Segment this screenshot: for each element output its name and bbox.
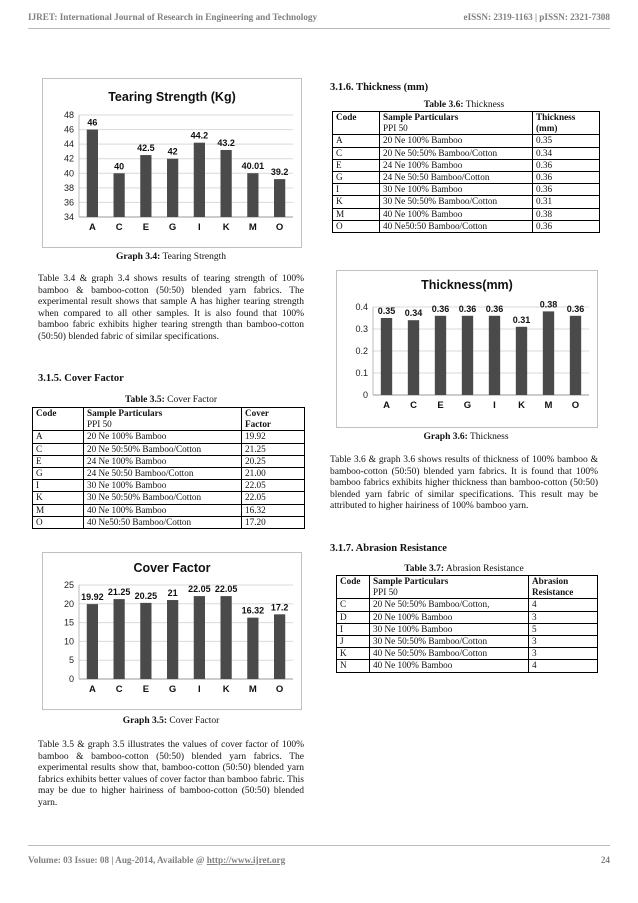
cell-value: 22.05: [242, 492, 305, 504]
data-label: 22.05: [214, 584, 238, 595]
table-abrasion-resistance: [336, 575, 598, 673]
x-tick-label: O: [275, 684, 284, 695]
x-tick-label: O: [275, 222, 284, 233]
cell-value: 0.36: [533, 159, 600, 171]
paragraph-tearing-strength: Table 3.4 & graph 3.4 shows results of tearing strength of 100% bamboo & bamboo-cotton (50:50) blended yarn fabrics. The experimental result shows that sample A has higher tearing strength when compared to all other samples. It is also found that 100% bamboo fabric exhibits higher tearing strength than bamboo-cotton (50:50) blended fabric of similar specifications.: [38, 274, 304, 342]
cell-value: 20.25: [242, 455, 305, 467]
header-rule: [28, 28, 610, 29]
table-header-row: [333, 112, 600, 135]
cell-sample: 40 Ne50:50 Bamboo/Cotton: [84, 516, 242, 528]
cell-code: A: [333, 135, 380, 147]
data-label: 40: [114, 161, 125, 172]
chart-thickness: [336, 270, 598, 428]
data-label: 0.36: [485, 303, 504, 314]
table-row: [333, 147, 600, 159]
table-row: [33, 516, 305, 528]
data-label: 40.01: [241, 161, 265, 172]
graph-3-6-caption: [336, 432, 596, 442]
cell-value: 5: [529, 623, 598, 635]
cell-sample: 20 Ne 100% Bamboo: [380, 135, 533, 147]
cell-value: 21.00: [242, 468, 305, 480]
header-sample-line2: PPI 50: [373, 587, 398, 598]
cell-value: 0.34: [533, 147, 600, 159]
cell-code: C: [333, 147, 380, 159]
x-tick-label: C: [410, 400, 417, 411]
cell-value: 0.31: [533, 196, 600, 208]
data-label: 16.32: [241, 605, 265, 616]
x-tick-label: C: [115, 684, 123, 695]
data-label: 46: [87, 117, 98, 128]
data-label: 20.25: [134, 590, 158, 601]
header-sample-line1: Sample Particulars: [383, 112, 459, 122]
bar: [114, 599, 125, 679]
x-tick-label: E: [142, 684, 150, 695]
caption-label: Graph 3.4:: [116, 252, 161, 262]
cell-code: G: [333, 172, 380, 184]
cell-code: O: [33, 516, 84, 528]
y-tick-label: 42: [63, 153, 74, 164]
bar: [274, 179, 285, 217]
caption-label: Graph 3.5:: [122, 716, 168, 726]
data-label: 0.35: [377, 306, 396, 316]
bar: [408, 320, 419, 395]
y-tick-label: 0.3: [355, 324, 368, 334]
cell-value: 21.25: [242, 443, 305, 455]
table-row: [33, 468, 305, 480]
cell-sample: 20 Ne 50:50% Bamboo/Cotton: [380, 147, 533, 159]
table-row: [33, 455, 305, 467]
caption-label: Table 3.5:: [124, 395, 165, 405]
y-tick-label: 25: [63, 580, 74, 590]
data-label: 42.5: [137, 143, 155, 154]
x-tick-label: M: [248, 684, 257, 695]
data-label: 42: [167, 146, 178, 157]
y-tick-label: 15: [63, 617, 74, 628]
table-row: [337, 648, 598, 660]
cell-sample: 30 Ne 100% Bamboo: [84, 480, 242, 492]
cell-sample: 40 Ne 100% Bamboo: [380, 208, 533, 220]
bar: [114, 173, 125, 217]
y-tick-label: 36: [63, 197, 74, 208]
cell-value: 3: [529, 648, 598, 660]
table-thickness: [332, 111, 600, 233]
cell-value: 16.32: [242, 504, 305, 516]
caption-text: Cover Factor: [167, 716, 220, 726]
cell-code: I: [33, 480, 84, 492]
cell-sample: 20 Ne 100% Bamboo: [370, 611, 529, 623]
header-sample: [370, 576, 529, 599]
caption-text: Tearing Strength: [160, 252, 226, 262]
data-label: 21.25: [107, 587, 131, 598]
data-label: 0.36: [566, 303, 585, 314]
y-tick-label: 5: [68, 655, 74, 666]
header-code: Code: [333, 112, 380, 135]
y-tick-label: 10: [63, 636, 74, 647]
cell-code: O: [333, 220, 380, 232]
x-tick-label: M: [248, 222, 257, 233]
chart-title: Tearing Strength (Kg): [108, 90, 236, 104]
cell-sample: 24 Ne 100% Bamboo: [380, 159, 533, 171]
footer-rule: [28, 845, 610, 846]
table-row: [337, 611, 598, 623]
cell-sample: 30 Ne 50:50% Bamboo/Cotton: [380, 196, 533, 208]
bar: [489, 316, 500, 395]
footer-volume-text: Volume: 03 Issue: 08 | Aug-2014, Available @: [28, 855, 207, 865]
chart-title: Thickness(mm): [421, 278, 513, 292]
y-tick-label: 38: [63, 182, 74, 193]
header-value: [533, 112, 600, 135]
cell-sample: 20 Ne 50:50% Bamboo/Cotton,: [370, 599, 529, 611]
cell-value: 0.35: [533, 135, 600, 147]
bar: [462, 316, 473, 395]
bar: [167, 600, 178, 679]
table-3-6-caption: [330, 100, 598, 110]
section-heading-3-1-6: 3.1.6. Thickness (mm): [330, 82, 429, 93]
table-header-row: [337, 576, 598, 599]
graph-3-4-caption: [42, 252, 300, 262]
x-tick-label: G: [168, 222, 177, 233]
table-row: [337, 636, 598, 648]
cell-value: 0.36: [533, 220, 600, 232]
cell-value: 3: [529, 636, 598, 648]
table-row: [333, 184, 600, 196]
data-label: 0.38: [539, 299, 558, 310]
journal-link[interactable]: http://www.ijret.org: [206, 855, 286, 865]
bar: [247, 618, 258, 679]
header-value-line1: Thickness: [536, 112, 576, 122]
bar: [516, 327, 527, 395]
running-footer: [28, 855, 610, 865]
header-value-line2: Factor: [245, 419, 272, 430]
caption-label: Graph 3.6:: [423, 432, 468, 442]
data-label: 0.31: [512, 314, 531, 325]
cell-value: 19.92: [242, 431, 305, 443]
header-code: Code: [337, 576, 370, 599]
cell-value: 4: [529, 660, 598, 672]
cell-code: E: [333, 159, 380, 171]
cell-code: M: [333, 208, 380, 220]
chart-cover-factor: [42, 552, 302, 710]
cell-code: K: [33, 492, 84, 504]
caption-text: Cover Factor: [164, 395, 218, 405]
x-tick-label: K: [222, 684, 230, 695]
x-tick-label: M: [544, 400, 553, 411]
section-heading-3-1-7: 3.1.7. Abrasion Resistance: [330, 543, 447, 554]
x-tick-label: G: [463, 400, 472, 411]
x-tick-label: I: [493, 400, 496, 411]
header-value-line1: Abrasion: [532, 576, 569, 586]
data-label: 0.36: [458, 303, 477, 314]
table-row: [333, 172, 600, 184]
journal-name: IJRET: International Journal of Research in Engineering and Technology: [28, 12, 318, 22]
header-sample: [380, 112, 533, 135]
table-row: [333, 196, 600, 208]
x-tick-label: G: [168, 684, 177, 695]
table-row: [33, 492, 305, 504]
x-tick-label: A: [88, 222, 96, 233]
cell-sample: 24 Ne 50:50 Bamboo/Cotton: [84, 468, 242, 480]
bar: [87, 130, 98, 217]
data-label: 0.36: [431, 303, 450, 314]
cell-value: 4: [529, 599, 598, 611]
table-row: [337, 623, 598, 635]
table-row: [333, 159, 600, 171]
bar: [140, 603, 151, 679]
cell-code: J: [337, 636, 370, 648]
data-label: 21: [167, 588, 178, 599]
table-row: [337, 599, 598, 611]
cell-code: C: [33, 443, 84, 455]
cell-value: 0.36: [533, 172, 600, 184]
cell-code: D: [337, 611, 370, 623]
header-sample-line2: PPI 50: [87, 419, 112, 430]
paragraph-cover-factor: Table 3.5 & graph 3.5 illustrates the values of cover factor of 100% bamboo & bamboo-cotton (50:50) blended yarn fabrics. The experimental results show that, bamboo-cotton (50:50) blended yarn fabrics exhibits better values of cover factor than bamboo fabric. This may be due to higher hairiness of bamboo-cotton (50:50) blended yarn.: [38, 740, 304, 808]
header-sample-line1: Sample Particulars: [87, 408, 163, 418]
table-row: [33, 431, 305, 443]
table-row: [337, 660, 598, 672]
cell-sample: 24 Ne 100% Bamboo: [84, 455, 242, 467]
cell-sample: 20 Ne 50:50% Bamboo/Cotton: [84, 443, 242, 455]
table-row: [33, 480, 305, 492]
section-heading-3-1-5: 3.1.5. Cover Factor: [38, 373, 124, 384]
header-value-line1: Cover: [245, 408, 269, 418]
cell-code: A: [33, 431, 84, 443]
header-sample-line1: Sample Particulars: [373, 576, 449, 586]
caption-label: Table 3.7:: [404, 564, 445, 574]
header-value-line2: (mm): [536, 123, 558, 134]
cell-value: 0.38: [533, 208, 600, 220]
data-label: 39.2: [270, 167, 289, 178]
table-row: [333, 208, 600, 220]
caption-text: Abrasion Resistance: [444, 564, 524, 574]
chart-title: Cover Factor: [133, 561, 211, 575]
page-number: 24: [600, 855, 610, 865]
cell-code: N: [337, 660, 370, 672]
cell-code: I: [337, 623, 370, 635]
y-tick-label: 20: [63, 598, 74, 609]
table-row: [33, 443, 305, 455]
cell-code: C: [337, 599, 370, 611]
chart-thickness-svg: [337, 271, 597, 427]
table-3-7-caption: [330, 564, 598, 574]
data-label: 22.05: [188, 584, 211, 595]
table-row: [333, 135, 600, 147]
cell-code: K: [337, 648, 370, 660]
cell-sample: 40 Ne 50:50% Bamboo/Cotton: [370, 648, 529, 660]
table-header-row: [33, 408, 305, 431]
header-value-line2: Resistance: [532, 587, 574, 598]
cell-sample: 40 Ne50:50 Bamboo/Cotton: [380, 220, 533, 232]
cell-sample: 30 Ne 100% Bamboo: [380, 184, 533, 196]
x-tick-label: A: [383, 400, 390, 411]
x-tick-label: O: [571, 400, 580, 411]
bar: [221, 150, 232, 217]
y-tick-label: 0.4: [355, 302, 368, 312]
cell-sample: 24 Ne 50:50 Bamboo/Cotton: [380, 172, 533, 184]
bar: [167, 159, 178, 217]
paragraph-thickness: Table 3.6 & graph 3.6 shows results of thickness of 100% bamboo & bamboo-cotton (50:50) blended yarn fabrics. It is found that 100% bamboo fabrics exhibits higher thickness than bamboo-cotton (50:50) blended yarn fabric of similar specifications. This result may be attributed to higher hairiness of 100% bamboo yarn.: [330, 455, 598, 512]
y-tick-label: 48: [63, 110, 74, 120]
bar: [274, 614, 285, 679]
data-label: 19.92: [81, 592, 104, 603]
x-tick-label: K: [222, 222, 230, 233]
cell-sample: 30 Ne 50:50% Bamboo/Cotton: [370, 636, 529, 648]
cell-sample: 40 Ne 100% Bamboo: [370, 660, 529, 672]
cell-value: 3: [529, 611, 598, 623]
data-label: 44.2: [190, 130, 209, 141]
x-tick-label: I: [198, 684, 201, 695]
data-label: 0.34: [404, 308, 423, 319]
header-value: [529, 576, 598, 599]
x-tick-label: E: [142, 222, 150, 233]
cell-value: 0.36: [533, 184, 600, 196]
data-label: 17.2: [270, 602, 289, 613]
header-sample: [84, 408, 242, 431]
footer-volume-info: [28, 855, 285, 865]
table-row: [33, 504, 305, 516]
y-tick-label: 46: [63, 124, 74, 135]
bar: [381, 318, 392, 395]
cell-code: I: [333, 184, 380, 196]
bar: [87, 604, 98, 679]
y-tick-label: 0.2: [355, 346, 368, 356]
header-value: [242, 408, 305, 431]
table-cover-factor: [32, 407, 305, 529]
x-tick-label: A: [88, 684, 96, 695]
cell-code: M: [33, 504, 84, 516]
y-tick-label: 0: [362, 390, 368, 400]
cell-code: E: [33, 455, 84, 467]
bar: [194, 596, 205, 679]
x-tick-label: C: [115, 222, 123, 233]
y-tick-label: 40: [63, 168, 74, 179]
cell-sample: 30 Ne 50:50% Bamboo/Cotton: [84, 492, 242, 504]
bar: [543, 311, 554, 395]
bar: [221, 596, 232, 679]
chart-tearing-strength-svg: [43, 79, 301, 247]
y-tick-label: 44: [63, 139, 74, 150]
cell-sample: 30 Ne 100% Bamboo: [370, 623, 529, 635]
bar: [247, 173, 258, 217]
cell-code: K: [333, 196, 380, 208]
caption-label: Table 3.6:: [423, 100, 464, 110]
header-sample-line2: PPI 50: [383, 123, 408, 134]
chart-tearing-strength: [42, 78, 302, 248]
table-3-5-caption: [38, 395, 304, 405]
bar: [435, 316, 446, 395]
x-tick-label: E: [437, 400, 444, 411]
x-tick-label: I: [198, 222, 201, 233]
cell-value: 22.05: [242, 480, 305, 492]
cell-sample: 20 Ne 100% Bamboo: [84, 431, 242, 443]
header-code: Code: [33, 408, 84, 431]
issn: eISSN: 2319-1163 | pISSN: 2321-7308: [463, 12, 610, 22]
bar: [194, 143, 205, 217]
bar: [570, 316, 581, 395]
y-tick-label: 34: [63, 212, 74, 222]
table-row: [333, 220, 600, 232]
y-tick-label: 0: [68, 674, 74, 684]
running-header: [28, 12, 610, 22]
chart-cover-factor-svg: [43, 553, 301, 709]
cell-sample: 40 Ne 100% Bamboo: [84, 504, 242, 516]
data-label: 43.2: [217, 137, 235, 148]
x-tick-label: K: [518, 400, 525, 411]
caption-text: Thickness: [467, 432, 509, 442]
y-tick-label: 0.1: [355, 368, 368, 378]
graph-3-5-caption: [42, 716, 300, 726]
bar: [140, 155, 151, 217]
caption-text: Thickness: [463, 100, 505, 110]
cell-value: 17.20: [242, 516, 305, 528]
cell-code: G: [33, 468, 84, 480]
